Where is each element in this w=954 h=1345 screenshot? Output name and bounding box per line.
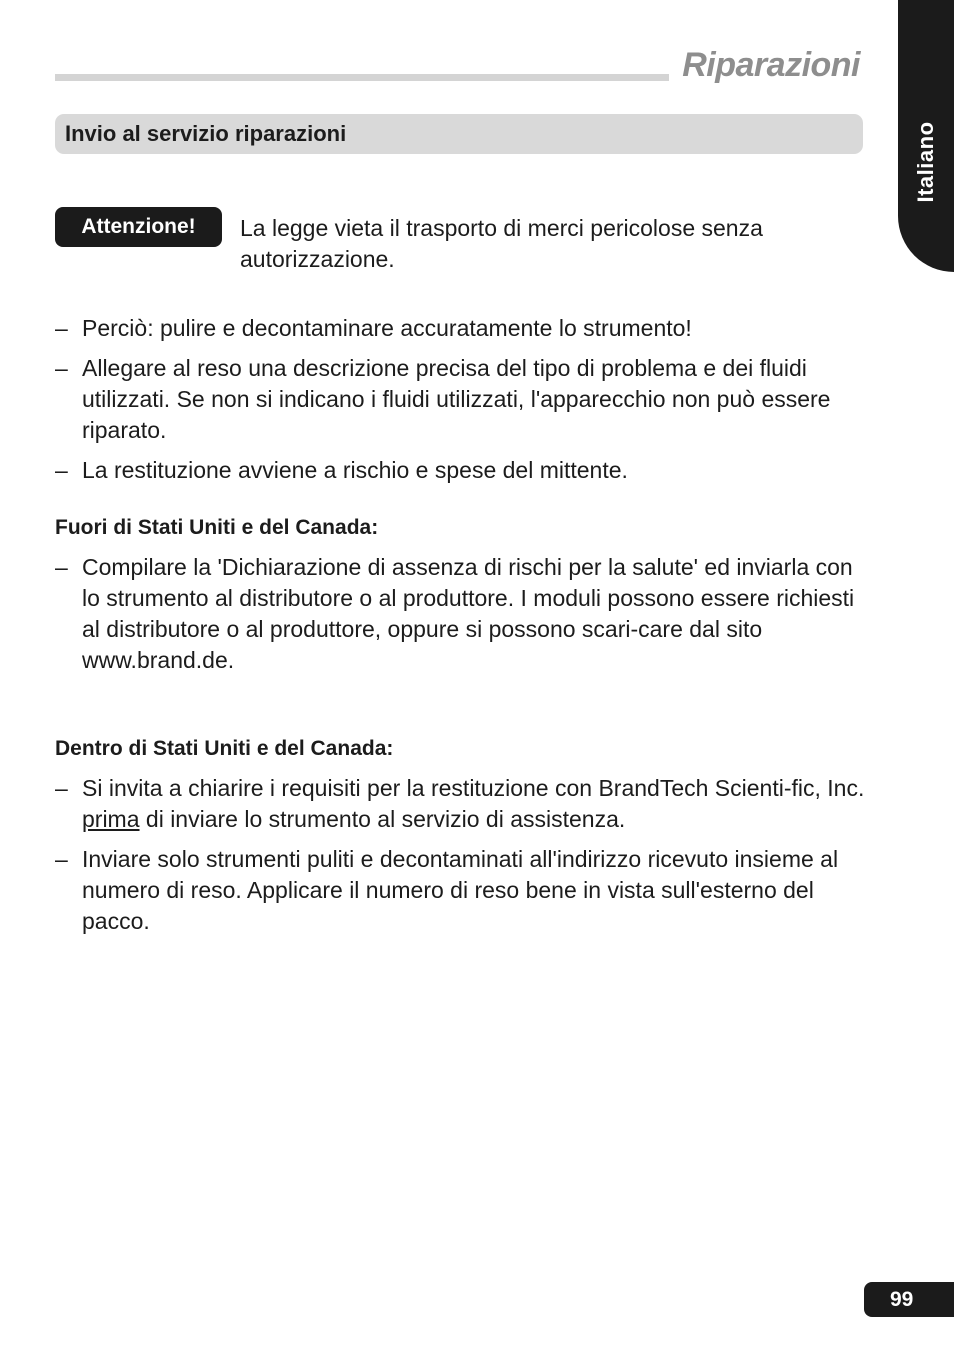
outside-us-heading: Fuori di Stati Uniti e del Canada: <box>55 516 379 539</box>
outside-us-list <box>55 552 867 685</box>
warning-text: La legge vieta il trasporto di merci pericolose senza autorizzazione. <box>240 215 763 272</box>
emphasis-prima: prima <box>82 806 140 832</box>
list-item-text: Compilare la 'Dichiarazione di assenza di rischi per la salute' ed inviarla con lo strumento al distributore o al produttore. I moduli possono essere richiesti al distributore o al produttore, oppure si possono scari-care dal sito www.brand.de. <box>82 554 855 673</box>
list-item <box>55 313 867 344</box>
language-tab-label: Italiano <box>913 121 938 203</box>
list-dash: – <box>55 775 68 801</box>
inside-us-list <box>55 773 867 946</box>
page-number: 99 <box>864 1282 954 1317</box>
list-item-text: La restituzione avviene a rischio e spese del mittente. <box>82 457 628 483</box>
list-dash: – <box>55 315 68 341</box>
list-item <box>55 773 867 835</box>
list-item <box>55 353 867 446</box>
list-item-text: Inviare solo strumenti puliti e decontaminati all'indirizzo ricevuto insieme al numero di reso. Applicare il numero di reso bene in vista sull'esterno del pacco. <box>82 846 839 934</box>
list-item-text: Allegare al reso una descrizione precisa del tipo di problema e dei fluidi utilizzati. Se non si indicano i fluidi utilizzati, l'apparecchio non può essere riparato. <box>82 355 831 443</box>
page-title: Riparazioni <box>682 46 860 84</box>
list-dash: – <box>55 846 68 872</box>
list-dash: – <box>55 457 68 483</box>
list-dash: – <box>55 355 68 381</box>
list-item-text: di inviare lo strumento al servizio di assistenza. <box>145 806 626 832</box>
list-item-text: Si invita a chiarire i requisiti per la restituzione con BrandTech Scienti-fic, Inc. <box>82 775 865 801</box>
inside-us-heading: Dentro di Stati Uniti e del Canada: <box>55 737 394 760</box>
section-header <box>55 114 863 154</box>
warning-badge: Attenzione! <box>55 207 222 247</box>
section-title: Invio al servizio riparazioni <box>65 121 347 146</box>
list-item <box>55 552 867 676</box>
header-rule <box>55 74 669 81</box>
general-instructions-list <box>55 313 867 495</box>
list-item <box>55 844 867 937</box>
list-item-text: Perciò: pulire e decontaminare accuratamente lo strumento! <box>82 315 692 341</box>
list-dash: – <box>55 554 68 580</box>
list-item <box>55 455 867 486</box>
